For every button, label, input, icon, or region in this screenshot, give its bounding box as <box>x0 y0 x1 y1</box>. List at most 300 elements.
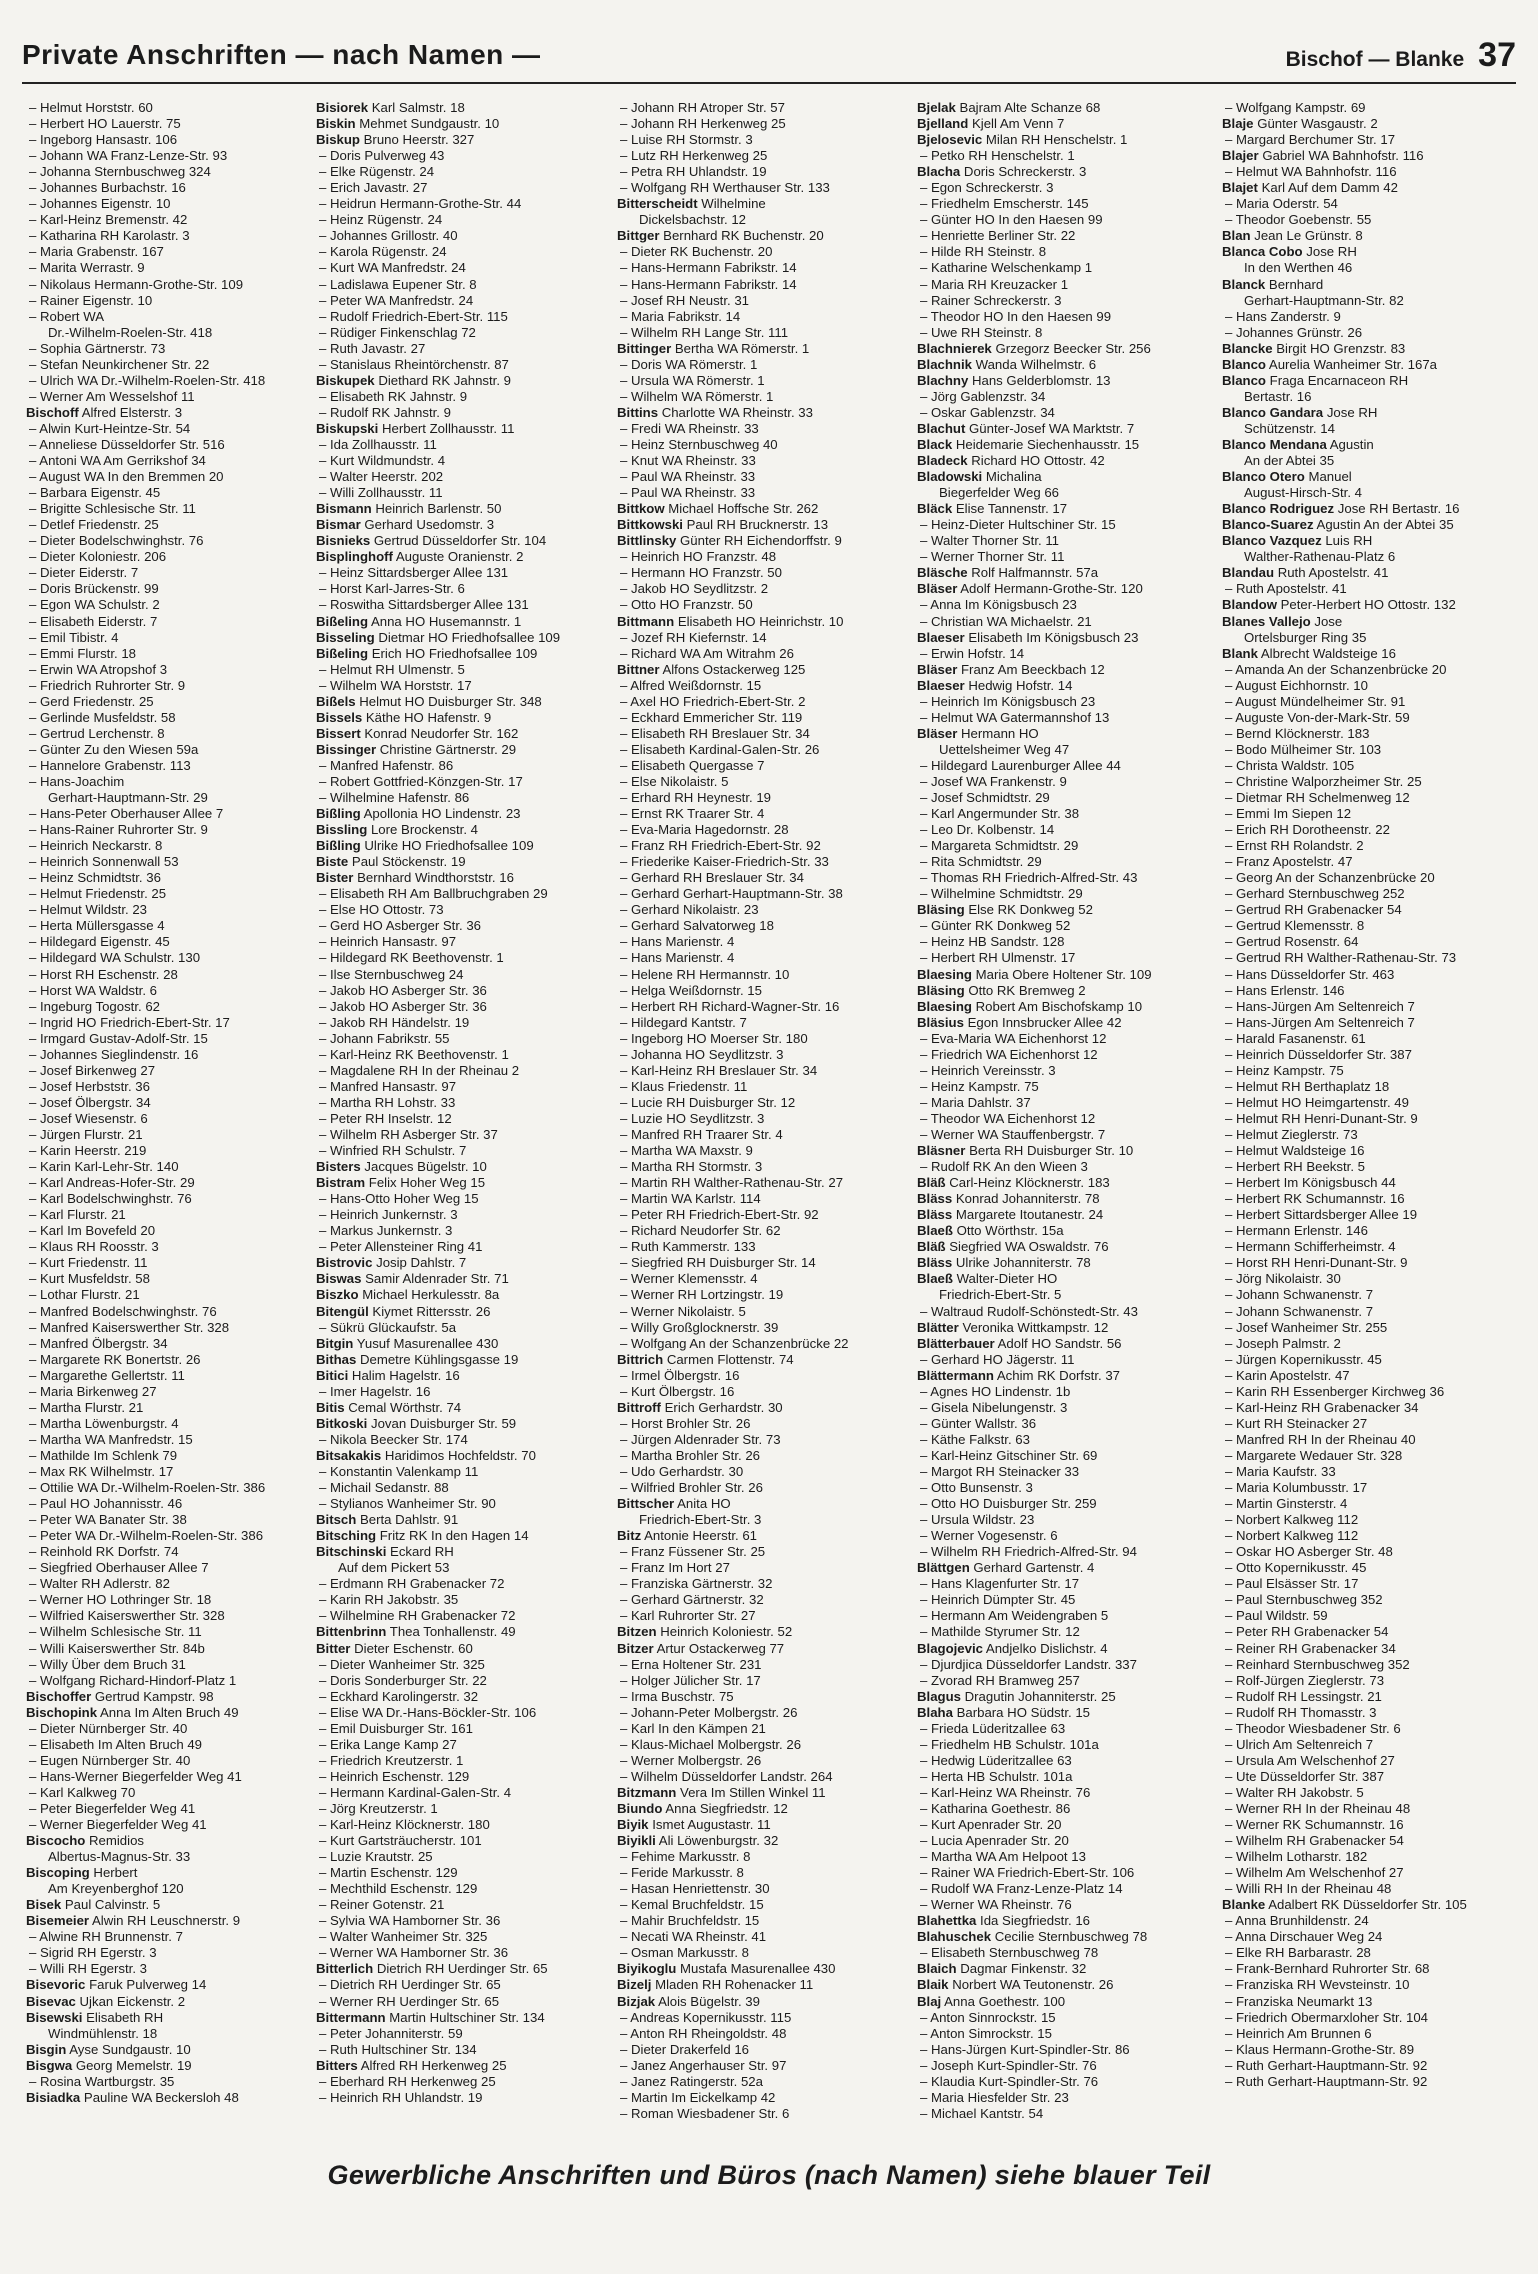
entry-text: – Elke RH Barbarastr. 28 <box>1225 1945 1371 1961</box>
entry-text: – Heinrich Düsseldorfer Str. 387 <box>1225 1046 1412 1062</box>
entry-text: – Martha RH Stormstr. 3 <box>620 1159 763 1175</box>
entry-text: – Herbert Sittardsberger Allee 19 <box>1225 1207 1418 1223</box>
directory-entry <box>1222 662 1512 678</box>
surname: Blaesing <box>917 966 972 982</box>
entry-text: – Wolfgang RH Werthauser Str. 133 <box>620 180 830 196</box>
directory-entry <box>917 2042 1207 2058</box>
entry-text: Wanda Wilhelmstr. 6 <box>975 356 1097 372</box>
directory-entry <box>917 2106 1207 2122</box>
directory-entry <box>917 1961 1207 1977</box>
entry-text: – Martha WA Maxstr. 9 <box>620 1143 753 1159</box>
directory-entry <box>316 1817 606 1833</box>
entry-text: – Helmut RH Henri-Dunant-Str. 9 <box>1225 1110 1418 1126</box>
entry-text: – Eckhard Karolingerstr. 32 <box>319 1688 479 1704</box>
entry-text: – Ingeborg Hansastr. 106 <box>29 132 178 148</box>
entry-text: Ida Siegfriedstr. 16 <box>980 1913 1091 1929</box>
directory-entry <box>26 277 316 293</box>
directory-entry <box>1222 918 1512 934</box>
directory-entry <box>617 389 907 405</box>
entry-text: – Ida Zollhausstr. 11 <box>319 436 437 452</box>
entry-text: – Karl Kalkweg 70 <box>29 1784 136 1800</box>
directory-entry <box>1222 1608 1512 1624</box>
surname: Bittkow <box>617 501 665 517</box>
directory-entry <box>617 1592 907 1608</box>
entry-text: Gerhart-Hauptmann-Str. 82 <box>1244 292 1404 308</box>
directory-entry <box>316 870 606 886</box>
directory-entry <box>316 405 606 421</box>
entry-text: Agustin An der Abtei 35 <box>1316 517 1454 533</box>
surname: Bissels <box>316 709 363 725</box>
directory-entry <box>917 1239 1207 1255</box>
directory-entry <box>917 1384 1207 1400</box>
entry-text: – Auguste Von-der-Mark-Str. 59 <box>1225 709 1410 725</box>
directory-entry <box>26 549 316 565</box>
directory-entry <box>1222 1368 1512 1384</box>
directory-entry <box>917 1448 1207 1464</box>
directory-entry <box>26 983 316 999</box>
directory-entry <box>316 581 606 597</box>
directory-entry <box>26 164 316 180</box>
entry-text: – Josef Wiesenstr. 6 <box>29 1110 148 1126</box>
directory-entry <box>1222 822 1512 838</box>
directory-entry <box>617 421 907 437</box>
entry-text: Paul Stöckenstr. 19 <box>351 854 466 870</box>
directory-entry <box>917 758 1207 774</box>
directory-entry <box>316 228 606 244</box>
directory-entry <box>617 1657 907 1673</box>
directory-entry <box>26 1897 316 1913</box>
directory-entry <box>26 1929 316 1945</box>
directory-entry <box>1222 1175 1512 1191</box>
entry-text: – Heinrich Im Königsbusch 23 <box>920 693 1096 709</box>
entry-text: – Friedrich Ruhrorter Str. 9 <box>29 677 186 693</box>
entry-text: Elise Tannenstr. 17 <box>955 501 1068 517</box>
entry-text: – Karl-Heinz Bremenstr. 42 <box>29 212 188 228</box>
directory-entry <box>26 196 316 212</box>
directory-entry <box>316 485 606 501</box>
entry-text: Maria Obere Holtener Str. 109 <box>975 966 1152 982</box>
surname: Bißling <box>316 806 361 822</box>
entry-text: – Johannes Grünstr. 26 <box>1225 324 1363 340</box>
directory-entry <box>316 196 606 212</box>
entry-text: – Sigrid RH Egerstr. 3 <box>29 1945 157 1961</box>
entry-text: – Elisabeth Eiderstr. 7 <box>29 613 158 629</box>
entry-text: Eckard RH <box>390 1544 454 1560</box>
directory-entry <box>316 1464 606 1480</box>
directory-entry <box>917 1015 1207 1031</box>
directory-entry <box>917 1320 1207 1336</box>
entry-text: – Oskar Gablenzstr. 34 <box>920 404 1055 420</box>
entry-text: – Franziska RH Wevsteinstr. 10 <box>1225 1977 1410 1993</box>
entry-text: – Peter Johanniterstr. 59 <box>319 2025 463 2041</box>
entry-text: – Hannelore Grabenstr. 113 <box>29 757 191 773</box>
entry-text: Dietrich RH Uerdinger Str. 65 <box>376 1961 548 1977</box>
entry-text: – Martha Löwenburgstr. 4 <box>29 1415 179 1431</box>
directory-entry <box>917 1705 1207 1721</box>
entry-text: – Joseph Kurt-Spindler-Str. 76 <box>920 2057 1097 2073</box>
entry-text: – Walter Heerstr. 202 <box>319 469 444 485</box>
entry-text: Rolf Halfmannstr. 57a <box>971 565 1099 581</box>
directory-entry <box>917 967 1207 983</box>
directory-entry <box>26 838 316 854</box>
directory-entry <box>917 1769 1207 1785</box>
entry-text: – Heinrich Dümpter Str. 45 <box>920 1592 1076 1608</box>
entry-text: – Martha Brohler Str. 26 <box>620 1447 761 1463</box>
directory-entry <box>316 1528 606 1544</box>
directory-entry <box>26 1287 316 1303</box>
entry-text: Windmühlenstr. 18 <box>48 2025 158 2041</box>
entry-text: – Kurt Musfeldstr. 58 <box>29 1271 150 1287</box>
entry-text: Erich HO Friedhofsallee 109 <box>371 645 538 661</box>
directory-entry <box>617 116 907 132</box>
entry-text: – Hans-Joachim <box>29 773 125 789</box>
entry-text: – Frieda Lüderitzallee 63 <box>920 1720 1066 1736</box>
surname: Bitsch <box>316 1512 357 1528</box>
directory-entry <box>316 2026 606 2042</box>
entry-text: Anna HO Husemannstr. 1 <box>370 613 522 629</box>
directory-entry <box>26 1047 316 1063</box>
entry-text: – Michail Sedanstr. 88 <box>319 1480 449 1496</box>
entry-text: – Werner WA Hamborner Str. 36 <box>319 1945 509 1961</box>
entry-text: Ujkan Eickenstr. 2 <box>79 1993 186 2009</box>
entry-text: – Rudolf RK An den Wieen 3 <box>920 1159 1088 1175</box>
directory-entry <box>617 790 907 806</box>
directory-entry <box>316 469 606 485</box>
entry-text: Thea Tonhallenstr. 49 <box>389 1624 516 1640</box>
entry-text: – Siegfried RH Duisburger Str. 14 <box>620 1255 816 1271</box>
directory-entry <box>1222 999 1512 1015</box>
surname: Bischopink <box>26 1704 98 1720</box>
surname: Blanco Gandara <box>1222 404 1324 420</box>
entry-text: – Theodor HO In den Haesen 99 <box>920 308 1112 324</box>
entry-text: – Paul Sternbuschweg 352 <box>1225 1592 1383 1608</box>
directory-entry <box>917 1528 1207 1544</box>
entry-text: – Theodor WA Eichenhorst 12 <box>920 1110 1096 1126</box>
directory-entry <box>1222 1015 1512 1031</box>
entry-text: – Horst Brohler Str. 26 <box>620 1415 751 1431</box>
surname: Bläser <box>917 581 958 597</box>
surname: Blahuschek <box>917 1929 992 1945</box>
directory-entry <box>617 886 907 902</box>
directory-entry <box>26 967 316 983</box>
directory-entry <box>316 1207 606 1223</box>
directory-entry <box>617 806 907 822</box>
directory-entry <box>617 662 907 678</box>
directory-entry <box>917 806 1207 822</box>
entry-text: Cemal Wörthstr. 74 <box>348 1399 462 1415</box>
directory-entry <box>316 1592 606 1608</box>
directory-entry <box>917 1352 1207 1368</box>
entry-text: – Martin Im Eickelkamp 42 <box>620 2089 776 2105</box>
entry-text: – Erna Holtener Str. 231 <box>620 1656 762 1672</box>
entry-text: – Marita Werrastr. 9 <box>29 260 145 276</box>
directory-entry <box>917 565 1207 581</box>
directory-entry <box>316 341 606 357</box>
directory-entry <box>917 597 1207 613</box>
entry-text: – Heinz Rügenstr. 24 <box>319 212 443 228</box>
surname: Blaeß <box>917 1223 953 1239</box>
directory-entry <box>1222 437 1512 453</box>
entry-text: Mustafa Masurenallee 430 <box>680 1961 836 1977</box>
entry-text: – Maria Fabrikstr. 14 <box>620 308 741 324</box>
directory-entry <box>917 694 1207 710</box>
entry-text: Achim RK Dorfstr. 37 <box>996 1367 1121 1383</box>
entry-text: – Irmel Ölbergstr. 16 <box>620 1367 740 1383</box>
surname: Blaich <box>917 1961 957 1977</box>
entry-text: – Karl Andreas-Hofer-Str. 29 <box>29 1175 195 1191</box>
entry-text: – Peter WA Banater Str. 38 <box>29 1512 187 1528</box>
directory-entry <box>26 662 316 678</box>
directory-entry <box>917 1271 1207 1287</box>
entry-text: – Theodor Goebenstr. 55 <box>1225 212 1372 228</box>
directory-entry <box>617 1929 907 1945</box>
entry-text: – Christian WA Michaelstr. 21 <box>920 613 1092 629</box>
directory-entry <box>316 1448 606 1464</box>
directory-entry <box>917 1223 1207 1239</box>
directory-entry <box>1222 148 1512 164</box>
entry-text: – Ingrid HO Friedrich-Ebert-Str. 17 <box>29 1014 230 1030</box>
directory-entry <box>1222 1352 1512 1368</box>
entry-text: – Udo Gerhardstr. 30 <box>620 1463 744 1479</box>
surname: Bladowski <box>917 469 983 485</box>
directory-entry <box>26 1705 316 1721</box>
entry-text: Konrad Johanniterstr. 78 <box>955 1191 1100 1207</box>
directory-entry <box>617 2010 907 2026</box>
entry-text: – Emmi Im Siepen 12 <box>1225 806 1352 822</box>
entry-text: – Ilse Sternbuschweg 24 <box>319 966 464 982</box>
directory-entry <box>617 1753 907 1769</box>
directory-entry <box>316 116 606 132</box>
entry-text: Adolf HO Sandstr. 56 <box>997 1335 1122 1351</box>
entry-text: Herbert Zollhausstr. 11 <box>381 420 515 436</box>
directory-entry <box>617 1304 907 1320</box>
directory-entry <box>917 469 1207 485</box>
surname: Blandow <box>1222 597 1277 613</box>
directory-entry <box>1222 132 1512 148</box>
entry-text: Kiymet Rittersstr. 26 <box>372 1303 491 1319</box>
entry-text: – Rüdiger Finkenschlag 72 <box>319 324 476 340</box>
directory-entry <box>26 565 316 581</box>
entry-text: – Manfred Bodelschwinghstr. 76 <box>29 1303 217 1319</box>
directory-entry <box>617 646 907 662</box>
directory-entry <box>917 1737 1207 1753</box>
directory-entry <box>316 1881 606 1897</box>
directory-entry <box>917 244 1207 260</box>
entry-text: – Osman Markusstr. 8 <box>620 1945 749 1961</box>
directory-entry <box>617 1689 907 1705</box>
directory-entry <box>917 1304 1207 1320</box>
directory-entry <box>917 533 1207 549</box>
entry-text: – Erhard RH Heynestr. 19 <box>620 790 771 806</box>
entry-text: – Hermann HO Franzstr. 50 <box>620 565 782 581</box>
entry-text: Dagmar Finkenstr. 32 <box>960 1961 1087 1977</box>
entry-text: Richard HO Ottostr. 42 <box>971 453 1105 469</box>
entry-text: Grzegorz Beecker Str. 256 <box>995 340 1151 356</box>
entry-text: – Karl-Heinz WA Rheinstr. 76 <box>920 1784 1091 1800</box>
entry-text: – Gerhard Salvatorweg 18 <box>620 918 774 934</box>
directory-entry <box>617 1624 907 1640</box>
surname: Blättermann <box>917 1367 994 1383</box>
surname: Bittenbrinn <box>316 1624 387 1640</box>
entry-text: Bernhard Windthorststr. 16 <box>357 870 514 886</box>
entry-text: – Emil Duisburger Str. 161 <box>319 1720 473 1736</box>
entry-text: – Johannes Grillostr. 40 <box>319 228 458 244</box>
entry-text: Adolf Hermann-Grothe-Str. 120 <box>960 581 1143 597</box>
surname: Bläß <box>917 1239 946 1255</box>
directory-entry <box>617 742 907 758</box>
entry-text: – Johanna Sternbuschweg 324 <box>29 164 211 180</box>
entry-text: Konrad Neudorfer Str. 162 <box>364 725 519 741</box>
directory-entry <box>26 1849 316 1865</box>
directory-entry <box>316 1913 606 1929</box>
entry-text: – Hans Marienstr. 4 <box>620 934 735 950</box>
entry-text: – Hans-Peter Oberhauser Allee 7 <box>29 806 224 822</box>
entry-text: Barbara HO Südstr. 15 <box>956 1704 1091 1720</box>
entry-text: – Wilfried Brohler Str. 26 <box>620 1480 763 1496</box>
entry-text: Agustin <box>1329 436 1374 452</box>
directory-entry <box>917 2058 1207 2074</box>
entry-text: Josip Dahlstr. 7 <box>376 1255 467 1271</box>
directory-entry <box>316 1737 606 1753</box>
entry-text: – Ingeborg HO Moerser Str. 180 <box>620 1030 808 1046</box>
entry-text: – Margareta Schmidtstr. 29 <box>920 838 1079 854</box>
entry-text: Haridimos Hochfeldstr. 70 <box>384 1447 536 1463</box>
entry-text: – Johannes Burbachstr. 16 <box>29 180 186 196</box>
entry-text: – Herbert RH Richard-Wagner-Str. 16 <box>620 998 840 1014</box>
directory-entry <box>26 453 316 469</box>
entry-text: – Friedhelm HB Schulstr. 101a <box>920 1736 1099 1752</box>
directory-entry <box>1222 2010 1512 2026</box>
directory-entry <box>316 1352 606 1368</box>
entry-text: – Hermann Am Weidengraben 5 <box>920 1608 1109 1624</box>
directory-entry <box>316 983 606 999</box>
directory-entry <box>1222 678 1512 694</box>
directory-entry <box>26 1592 316 1608</box>
directory-entry <box>316 934 606 950</box>
directory-entry <box>617 1015 907 1031</box>
entry-text: – Reiner RH Grabenacker 34 <box>1225 1640 1396 1656</box>
entry-text: – Heinz Sternbuschweg 40 <box>620 436 778 452</box>
entry-text: – Frank-Bernhard Ruhrorter Str. 68 <box>1225 1961 1430 1977</box>
directory-entry <box>26 357 316 373</box>
directory-entry <box>26 148 316 164</box>
surname: Bisek <box>26 1897 62 1913</box>
entry-text: – Lothar Flurstr. 21 <box>29 1287 140 1303</box>
directory-entry <box>26 1143 316 1159</box>
directory-entry <box>617 1817 907 1833</box>
directory-entry <box>316 967 606 983</box>
entry-text: – Mathilde Styrumer Str. 12 <box>920 1624 1080 1640</box>
surname: Biscocho <box>26 1833 86 1849</box>
directory-entry <box>26 1641 316 1657</box>
entry-text: – Margarete RK Bonertstr. 26 <box>29 1351 201 1367</box>
surname: Bjelak <box>917 100 956 115</box>
directory-entry <box>917 614 1207 630</box>
directory-entry <box>316 1994 606 2010</box>
directory-entry <box>1222 742 1512 758</box>
directory-entry <box>917 1031 1207 1047</box>
entry-text: – Heinrich HO Franzstr. 48 <box>620 549 777 565</box>
directory-entry <box>617 1544 907 1560</box>
entry-text: – Martin Ginsterstr. 4 <box>1225 1496 1348 1512</box>
entry-text: – Werner Molbergstr. 26 <box>620 1752 762 1768</box>
directory-entry <box>26 517 316 533</box>
entry-text: Jean Le Grünstr. 8 <box>1254 228 1363 244</box>
directory-entry <box>316 662 606 678</box>
entry-text: – Anna Im Königsbusch 23 <box>920 597 1077 613</box>
directory-entry <box>1222 983 1512 999</box>
surname: Blanco Otero <box>1222 469 1305 485</box>
entry-text: – Helmut WA Gatermannshof 13 <box>920 709 1110 725</box>
entry-text: – Helmut Wildstr. 23 <box>29 902 147 918</box>
entry-text: – Else Nikolaistr. 5 <box>620 773 729 789</box>
directory-entry <box>26 1304 316 1320</box>
surname: Biskup <box>316 132 360 148</box>
directory-entry <box>316 325 606 341</box>
directory-entry <box>26 1624 316 1640</box>
entry-text: – Hans-Otto Hoher Weg 15 <box>319 1191 479 1207</box>
directory-entry <box>617 1897 907 1913</box>
entry-text: – Helmut WA Bahnhofstr. 116 <box>1225 164 1397 180</box>
directory-entry <box>316 2074 606 2090</box>
surname: Bismann <box>316 501 372 517</box>
surname: Bläss <box>917 1255 953 1271</box>
directory-entry <box>316 774 606 790</box>
entry-text: – Martin RH Walther-Rathenau-Str. 27 <box>620 1175 844 1191</box>
directory-entry <box>1222 854 1512 870</box>
surname: Blachny <box>917 372 969 388</box>
entry-text: – Martin Eschenstr. 129 <box>319 1865 458 1881</box>
directory-entry <box>917 774 1207 790</box>
directory-entry <box>26 1657 316 1673</box>
entry-text: Dickelsbachstr. 12 <box>639 212 747 228</box>
directory-entry <box>316 1271 606 1287</box>
surname: Bläser <box>917 661 958 677</box>
directory-entry <box>917 1047 1207 1063</box>
directory-entry <box>917 501 1207 517</box>
entry-text: Gertrud Düsseldorfer Str. 104 <box>373 533 547 549</box>
entry-text: – Kurt Apenrader Str. 20 <box>920 1817 1062 1833</box>
entry-text: Fritz RK In den Hagen 14 <box>379 1528 529 1544</box>
entry-text: Fraga Encarnaceon RH <box>1269 372 1409 388</box>
directory-entry <box>316 838 606 854</box>
entry-text: – Amanda An der Schanzenbrücke 20 <box>1225 661 1447 677</box>
entry-text: – Bodo Mülheimer Str. 103 <box>1225 741 1382 757</box>
entry-text: – Ruth Apostelstr. 41 <box>1225 581 1347 597</box>
directory-entry <box>617 1448 907 1464</box>
directory-entry <box>26 1031 316 1047</box>
entry-text: – Margard Berchumer Str. 17 <box>1225 132 1396 148</box>
entry-text: – Josef Ölbergstr. 34 <box>29 1094 151 1110</box>
entry-text: – Elisabeth Quergasse 7 <box>620 757 765 773</box>
surname: Bitsching <box>316 1528 377 1544</box>
directory-entry <box>917 485 1207 501</box>
entry-text: – Hans-Werner Biegerfelder Weg 41 <box>29 1768 242 1784</box>
directory-entry <box>917 277 1207 293</box>
directory-entry <box>26 1207 316 1223</box>
directory-entry <box>26 1913 316 1929</box>
entry-text: – Anton RH Rheingoldstr. 48 <box>620 2025 787 2041</box>
directory-entry <box>917 790 1207 806</box>
directory-entry <box>26 790 316 806</box>
directory-entry <box>316 1432 606 1448</box>
directory-entry <box>917 2010 1207 2026</box>
directory-entry <box>26 1865 316 1881</box>
directory-entry <box>316 1929 606 1945</box>
directory-entry <box>1222 886 1512 902</box>
entry-text: – Helmut Friedenstr. 25 <box>29 886 167 902</box>
surname: Bitters <box>316 2057 358 2073</box>
